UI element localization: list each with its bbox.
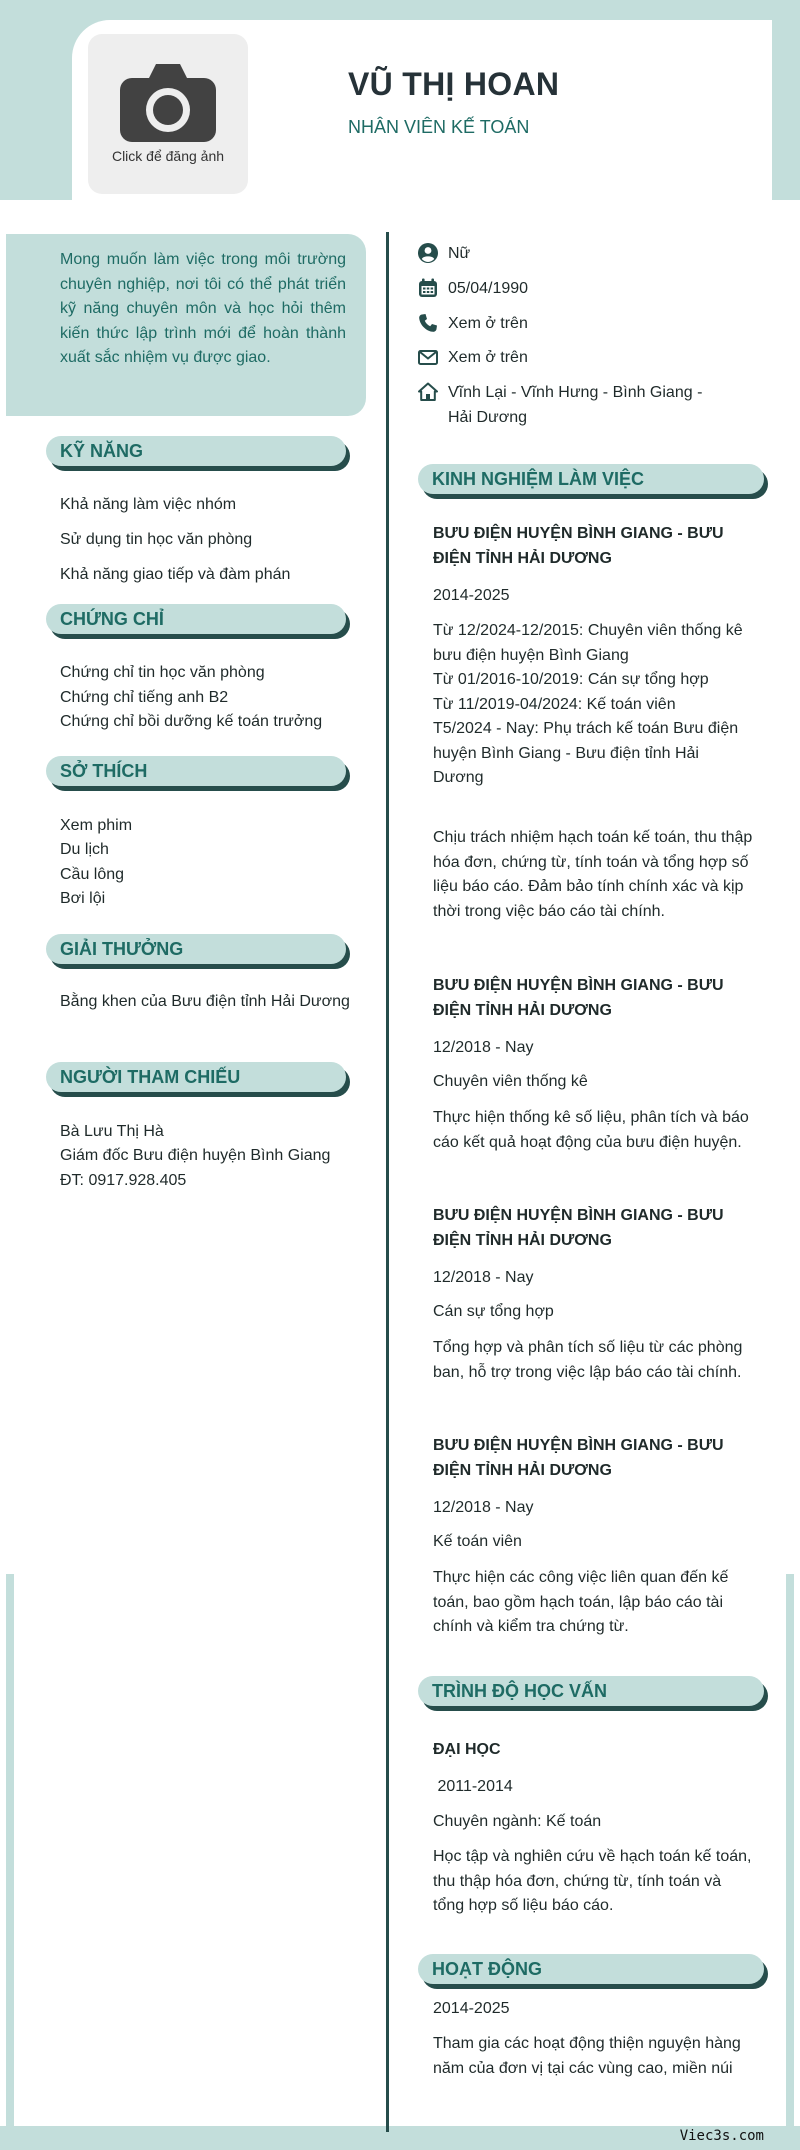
section-activities-title: HOẠT ĐỘNG <box>432 1959 542 1979</box>
contact-gender-value: Nữ <box>448 245 471 262</box>
section-activities-header <box>418 1954 764 1990</box>
career-objective <box>6 234 366 416</box>
contact-address <box>418 381 758 430</box>
education-major: Chuyên ngành: Kế toán <box>433 1813 602 1830</box>
education-degree: ĐẠI HỌC <box>433 1741 501 1758</box>
section-experience-title: KINH NGHIỆM LÀM VIỆC <box>432 469 645 489</box>
hobby-item: Xem phim <box>60 817 133 834</box>
address-line-1: Vĩnh Lại - Vĩnh Hưng - Bình Giang - <box>448 384 703 401</box>
contact-address-value <box>448 381 702 430</box>
camera-icon <box>120 64 216 142</box>
right-border-decoration <box>786 1574 794 2144</box>
user-icon <box>418 243 438 263</box>
contact-email <box>418 346 758 371</box>
certificate-item: Chứng chỉ bồi dưỡng kế toán trưởng <box>60 713 323 730</box>
contact-email-value: Xem ở trên <box>448 349 528 366</box>
section-references-header <box>46 1062 346 1098</box>
section-education-header <box>418 1676 764 1712</box>
award-item: Bằng khen của Bưu điện tỉnh Hải Dương <box>60 993 350 1010</box>
activity-period: 2014-2025 <box>433 2000 510 2017</box>
section-awards-title: GIẢI THƯỞNG <box>60 939 184 959</box>
job-company: BƯU ĐIỆN HUYỆN BÌNH GIANG - BƯU ĐIỆN TỈNH HẢI DƯƠNG <box>433 525 724 567</box>
section-skills-title: KỸ NĂNG <box>60 441 144 461</box>
job-role: Kế toán viên <box>433 1533 522 1550</box>
hobby-item: Cầu lông <box>60 866 125 883</box>
section-awards-header <box>46 934 346 970</box>
section-certificates-header <box>46 604 346 640</box>
section-education-title: TRÌNH ĐỘ HỌC VẤN <box>432 1681 607 1701</box>
contact-birthday-value: 05/04/1990 <box>448 280 529 297</box>
job-role-line: Từ 01/2016-10/2019: Cán sự tổng hợp <box>433 671 709 688</box>
address-line-2: Hải Dương <box>448 408 528 426</box>
phone-icon <box>418 313 438 333</box>
job-period: 12/2018 - Nay <box>433 1269 534 1286</box>
section-hobbies-title: SỞ THÍCH <box>60 761 148 781</box>
activity-description: Tham gia các hoạt động thiện nguyện hàng năm của đơn vị tại các vùng cao, miền núi <box>433 2035 741 2077</box>
job-description: Tổng hợp và phân tích số liệu từ các phòng ban, hỗ trợ trong việc lập báo cáo tài chính. <box>433 1339 743 1381</box>
job-company: BƯU ĐIỆN HUYỆN BÌNH GIANG - BƯU ĐIỆN TỈNH HẢI DƯƠNG <box>433 1437 724 1479</box>
section-skills-header <box>46 436 346 472</box>
job-period: 2014-2025 <box>433 587 510 604</box>
avatar-upload[interactable] <box>88 34 248 194</box>
reference-phone: ĐT: 0917.928.405 <box>60 1172 187 1189</box>
candidate-name: VŨ THỊ HOAN <box>348 66 560 102</box>
contact-birthday <box>418 277 758 302</box>
hobby-item: Du lịch <box>60 841 109 858</box>
job-period: 12/2018 - Nay <box>433 1499 534 1516</box>
skill-item: Sử dụng tin học văn phòng <box>60 531 253 548</box>
reference-title: Giám đốc Bưu điện huyện Bình Giang <box>60 1147 331 1164</box>
education-description: Học tập và nghiên cứu về hạch toán kế toán, thu thập hóa đơn, chứng từ, tính toán và tổng hợp số liệu báo cáo. <box>433 1848 752 1915</box>
contact-phone-value: Xem ở trên <box>448 315 528 332</box>
skill-item: Khả năng làm việc nhóm <box>60 496 237 513</box>
watermark: Viec3s.com <box>679 2128 764 2144</box>
left-border-decoration <box>6 1574 14 2144</box>
contact-phone <box>418 312 758 337</box>
calendar-icon <box>418 278 438 298</box>
job-company: BƯU ĐIỆN HUYỆN BÌNH GIANG - BƯU ĐIỆN TỈNH HẢI DƯƠNG <box>433 977 724 1019</box>
job-role-line: Từ 11/2019-04/2024: Kế toán viên <box>433 696 676 713</box>
job-description: Thực hiện thống kê số liệu, phân tích và báo cáo kết quả hoạt động của bưu điện huyện. <box>433 1109 749 1151</box>
avatar-upload-caption: Click để đăng ảnh <box>111 148 225 164</box>
job-description: Chịu trách nhiệm hạch toán kế toán, thu thập hóa đơn, chứng từ, tính toán và tổng hợp số liệu báo cáo. Đảm bảo tính chính xác và kịp thời trong việc báo cáo tài chính. <box>433 829 753 920</box>
job-description: Thực hiện các công việc liên quan đến kế toán, bao gồm hạch toán, lập báo cáo tài chính và kiểm tra chứng từ. <box>433 1569 729 1636</box>
envelope-icon <box>418 347 438 367</box>
hobby-item: Bơi lội <box>60 890 106 907</box>
section-references-title: NGƯỜI THAM CHIẾU <box>60 1067 241 1087</box>
skill-item: Khả năng giao tiếp và đàm phán <box>60 566 291 583</box>
certificate-item: Chứng chỉ tin học văn phòng <box>60 664 265 681</box>
section-experience-header <box>418 464 764 500</box>
reference-name: Bà Lưu Thị Hà <box>60 1123 164 1140</box>
job-company: BƯU ĐIỆN HUYỆN BÌNH GIANG - BƯU ĐIỆN TỈNH HẢI DƯƠNG <box>433 1207 724 1249</box>
certificate-item: Chứng chỉ tiếng anh B2 <box>60 689 229 706</box>
contact-gender <box>418 242 758 267</box>
career-objective-text: Mong muốn làm việc trong môi trường chuyên nghiệp, nơi tôi có thể phát triển kỹ năng chuyên môn và học hỏi thêm kiến thức lập trình mới để hoàn thành xuất sắc nhiệm vụ được giao. <box>60 251 346 367</box>
education-period: 2011-2014 <box>433 1778 513 1795</box>
job-role-line: T5/2024 - Nay: Phụ trách kế toán Bưu điện huyện Bình Giang - Bưu điện tỉnh Hải Dương <box>433 720 739 787</box>
section-hobbies-header <box>46 756 346 792</box>
candidate-position: NHÂN VIÊN KẾ TOÁN <box>348 117 530 137</box>
job-role-line: Từ 12/2024-12/2015: Chuyên viên thống kê bưu điện huyện Bình Giang <box>433 622 743 664</box>
job-role: Chuyên viên thống kê <box>433 1073 588 1090</box>
job-role: Cán sự tổng hợp <box>433 1303 554 1320</box>
home-icon <box>418 382 438 402</box>
section-certificates-title: CHỨNG CHỈ <box>60 609 164 629</box>
job-period: 12/2018 - Nay <box>433 1039 534 1056</box>
column-divider <box>386 232 389 2132</box>
